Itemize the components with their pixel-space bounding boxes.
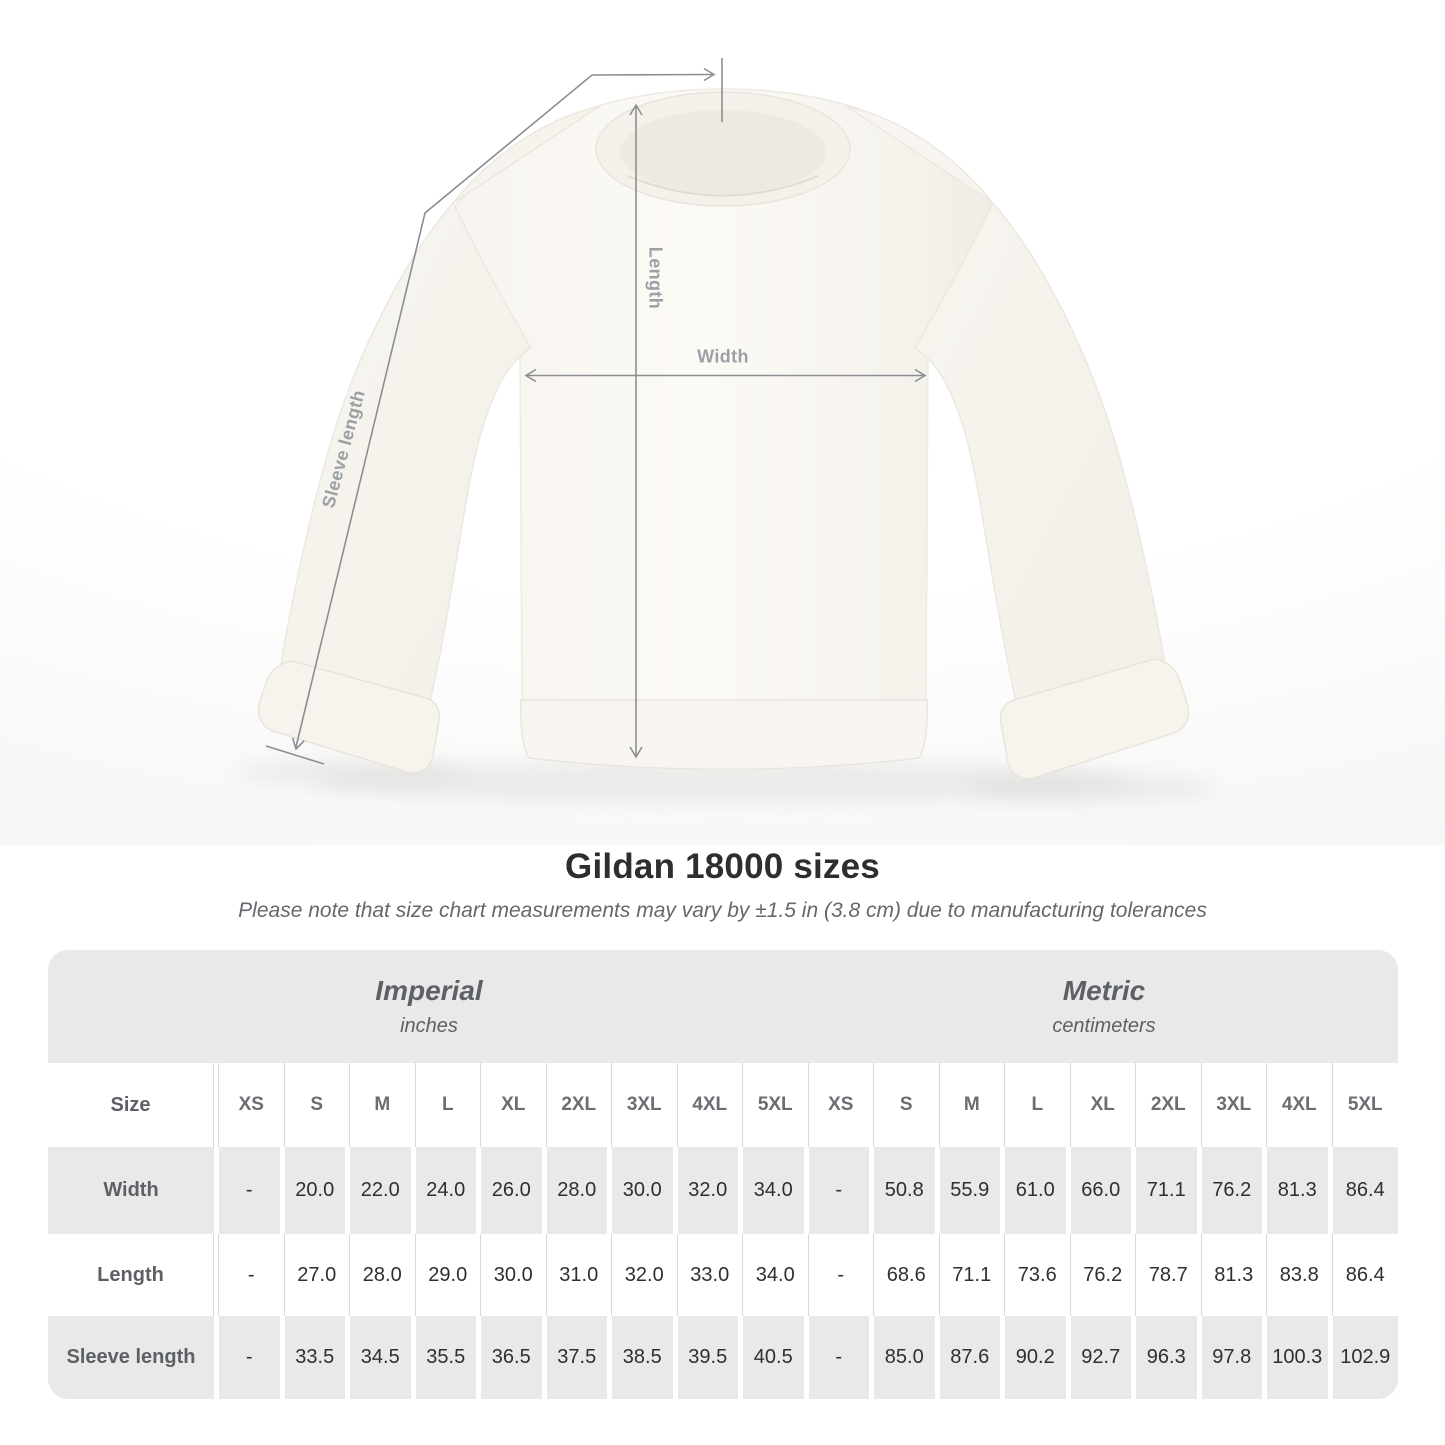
size-value-cell: 37.5 (547, 1316, 613, 1399)
sleeve-length-measure-label: Sleeve length (318, 387, 369, 511)
size-value-cell: 55.9 (940, 1147, 1006, 1234)
size-value-cell: 40.5 (743, 1316, 809, 1399)
size-value-cell: 71.1 (940, 1234, 1006, 1316)
size-value-cell: 92.7 (1071, 1316, 1137, 1399)
size-value-cell: 24.0 (416, 1147, 482, 1234)
size-value-cell: 86.4 (1333, 1234, 1399, 1316)
size-value-cell: 86.4 (1333, 1147, 1399, 1234)
size-value-cell: 96.3 (1136, 1316, 1202, 1399)
size-column-header: 2XL (1136, 1063, 1202, 1147)
metric-unit-label: centimeters (1052, 1015, 1156, 1037)
hem-ribbing (521, 700, 927, 769)
size-value-cell: 34.5 (350, 1316, 416, 1399)
size-column-header: XL (481, 1063, 547, 1147)
row-label: Sleeve length (48, 1316, 214, 1399)
imperial-unit-header (48, 950, 810, 1063)
page-title: Gildan 18000 sizes (565, 847, 880, 886)
size-header-label: Size (48, 1063, 214, 1147)
size-value-cell: 76.2 (1071, 1234, 1137, 1316)
size-column-header: 4XL (678, 1063, 744, 1147)
size-value-cell: 73.6 (1005, 1234, 1071, 1316)
size-value-cell: 50.8 (874, 1147, 940, 1234)
size-table (48, 950, 1398, 1399)
size-column-header: 4XL (1267, 1063, 1333, 1147)
size-value-cell: 35.5 (416, 1316, 482, 1399)
size-value-cell: - (219, 1234, 285, 1316)
size-value-cell: 71.1 (1136, 1147, 1202, 1234)
size-value-cell: - (219, 1316, 285, 1399)
size-value-cell: 76.2 (1202, 1147, 1268, 1234)
size-value-cell: 81.3 (1202, 1234, 1268, 1316)
size-column-header: M (350, 1063, 416, 1147)
size-value-cell: - (219, 1147, 285, 1234)
size-value-cell: 27.0 (285, 1234, 351, 1316)
size-value-cell: - (809, 1234, 875, 1316)
metric-label: Metric (1062, 975, 1146, 1006)
size-value-cell: 32.0 (612, 1234, 678, 1316)
size-value-cell: 66.0 (1071, 1147, 1137, 1234)
size-value-cell: 102.9 (1333, 1316, 1399, 1399)
size-value-cell: 81.3 (1267, 1147, 1333, 1234)
imperial-unit-label: inches (400, 1015, 458, 1037)
size-value-cell: 33.0 (678, 1234, 744, 1316)
imperial-label: Imperial (375, 975, 483, 1006)
size-column-header: XS (219, 1063, 285, 1147)
size-column-header: L (1005, 1063, 1071, 1147)
sweatshirt-body (259, 89, 1189, 779)
size-column-header: 3XL (612, 1063, 678, 1147)
row-label: Length (48, 1234, 214, 1316)
size-value-cell: 68.6 (874, 1234, 940, 1316)
tolerance-note: Please note that size chart measurements may vary by ±1.5 in (3.8 cm) due to manufacturing tolerances (238, 899, 1207, 922)
size-value-cell: 20.0 (285, 1147, 351, 1234)
size-column-header: 5XL (1333, 1063, 1399, 1147)
size-value-cell: 28.0 (547, 1147, 613, 1234)
size-value-cell: 26.0 (481, 1147, 547, 1234)
width-measure-label: Width (697, 346, 749, 367)
size-value-cell: 30.0 (481, 1234, 547, 1316)
size-value-cell: 100.3 (1267, 1316, 1333, 1399)
size-value-cell: 97.8 (1202, 1316, 1268, 1399)
size-value-cell: 78.7 (1136, 1234, 1202, 1316)
size-value-cell: 36.5 (481, 1316, 547, 1399)
size-column-header: 5XL (743, 1063, 809, 1147)
size-value-cell: 38.5 (612, 1316, 678, 1399)
metric-unit-header (810, 950, 1398, 1063)
size-value-cell: 33.5 (285, 1316, 351, 1399)
unit-header-band (48, 950, 1398, 1063)
size-value-cell: 61.0 (1005, 1147, 1071, 1234)
size-column-header: 2XL (547, 1063, 613, 1147)
length-measure-label: Length (645, 246, 666, 310)
size-value-cell: 30.0 (612, 1147, 678, 1234)
size-value-cell: 28.0 (350, 1234, 416, 1316)
size-value-cell: 34.0 (743, 1147, 809, 1234)
size-value-cell: - (809, 1316, 875, 1399)
row-label: Width (48, 1147, 214, 1234)
size-column-header: M (940, 1063, 1006, 1147)
size-value-cell: 83.8 (1267, 1234, 1333, 1316)
size-column-header: S (285, 1063, 351, 1147)
size-column-header: XS (809, 1063, 875, 1147)
size-column-header: S (874, 1063, 940, 1147)
size-column-header: 3XL (1202, 1063, 1268, 1147)
size-value-cell: 39.5 (678, 1316, 744, 1399)
size-value-cell: 87.6 (940, 1316, 1006, 1399)
size-value-cell: 29.0 (416, 1234, 482, 1316)
size-value-cell: - (809, 1147, 875, 1234)
size-value-cell: 22.0 (350, 1147, 416, 1234)
size-value-cell: 34.0 (743, 1234, 809, 1316)
size-value-cell: 90.2 (1005, 1316, 1071, 1399)
size-value-cell: 31.0 (547, 1234, 613, 1316)
size-column-header: L (416, 1063, 482, 1147)
size-column-header: XL (1071, 1063, 1137, 1147)
size-value-cell: 85.0 (874, 1316, 940, 1399)
size-value-cell: 32.0 (678, 1147, 744, 1234)
